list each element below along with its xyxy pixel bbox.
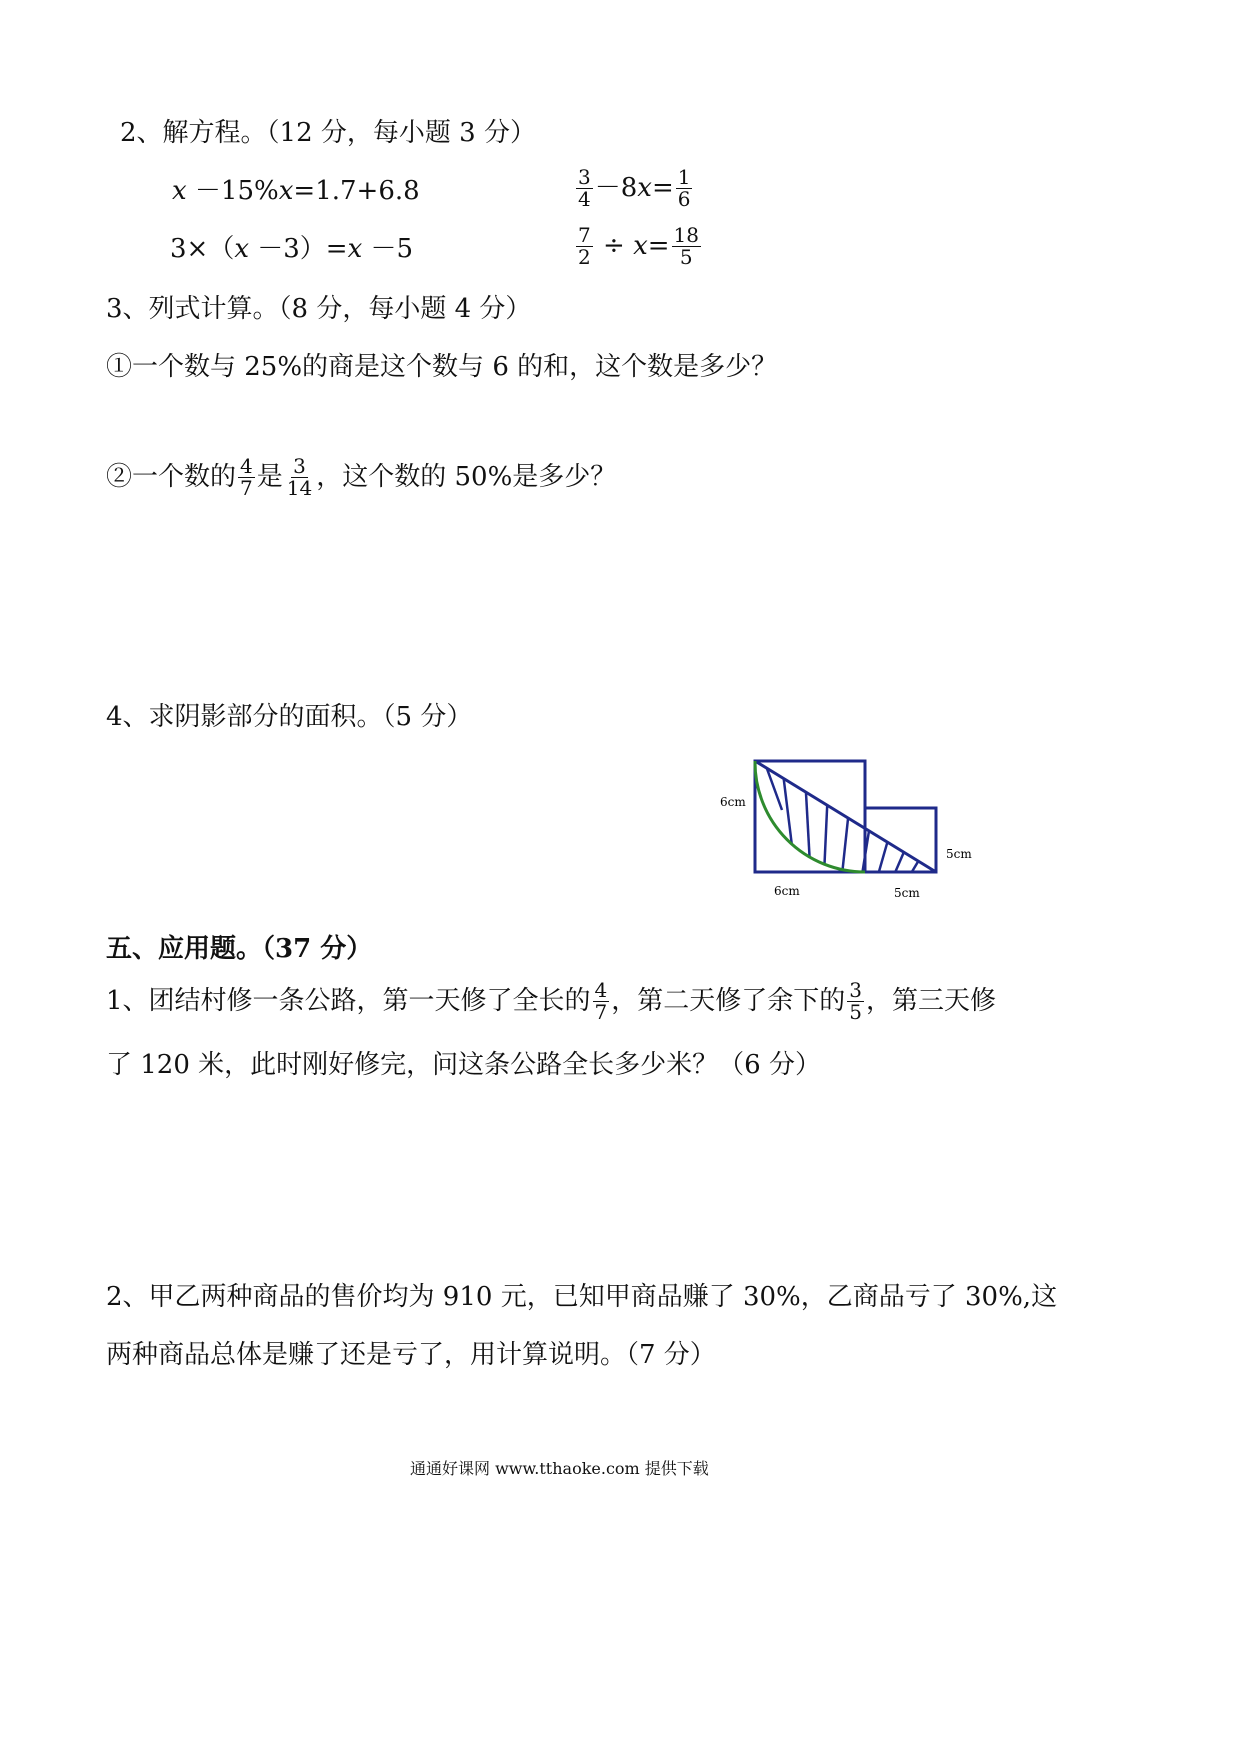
equation-4 (574, 225, 703, 268)
app-q2-line2: 两种商品总体是赚了还是亏了，用计算说明。（7 分） (106, 1340, 716, 1370)
eq-part: －15% (186, 176, 279, 206)
label-bottom-left: 6cm (774, 884, 800, 898)
text-part: ，第二天修了余下的 (611, 985, 846, 1016)
numerator: 7 (578, 223, 591, 247)
label-bottom-right: 5cm (894, 886, 920, 900)
var-x: x (347, 234, 363, 264)
var-x: x (234, 234, 249, 264)
var-x: x (633, 230, 648, 261)
denominator: 14 (286, 476, 313, 500)
denominator: 2 (578, 245, 591, 269)
denominator: 6 (677, 187, 691, 211)
q4-heading: 4、求阴影部分的面积。（5 分） (106, 702, 473, 732)
numerator: 3 (849, 978, 863, 1002)
label-right-side: 5cm (946, 847, 972, 861)
eq-part: = (651, 172, 674, 203)
section5-heading: 五、应用题。（37 分） (106, 934, 373, 964)
fraction (593, 980, 610, 1023)
q3-heading: 3、列式计算。（8 分，每小题 4 分） (106, 294, 532, 324)
q2-heading: 2、解方程。（12 分，每小题 3 分） (120, 118, 536, 148)
fraction (285, 456, 314, 499)
denominator: 7 (594, 1000, 608, 1024)
eq-part: =1.7+6.8 (293, 176, 420, 206)
text-part: ②一个数的 (106, 461, 237, 492)
numerator: 1 (677, 165, 691, 189)
denominator: 5 (849, 1000, 863, 1024)
app-q2-line1: 2、甲乙两种商品的售价均为 910 元，已知甲商品赚了 30%，乙商品亏了 30%,这 (106, 1282, 1058, 1312)
text-part: 1、团结村修一条公路，第一天修了全长的 (106, 985, 591, 1016)
numerator: 3 (578, 165, 591, 189)
eq-part: －8 (594, 172, 638, 203)
q3-problem-2 (106, 456, 616, 499)
app-q1-line1 (106, 980, 996, 1023)
equation-3 (170, 234, 413, 265)
equation-2 (574, 167, 694, 210)
label-left-side: 6cm (720, 795, 746, 809)
eq-part: －3）= (249, 234, 348, 264)
denominator: 7 (240, 476, 253, 500)
eq-part: －5 (362, 234, 414, 264)
eq-part: = (647, 230, 670, 261)
fraction (676, 167, 693, 210)
app-q1-line2: 了 120 米，此时刚好修完，问这条公路全长多少米？（6 分） (106, 1050, 821, 1080)
fraction (576, 167, 593, 210)
var-x: x (637, 172, 652, 203)
denominator: 5 (679, 245, 693, 269)
diagonal-line (755, 761, 936, 872)
eq-part: 3×（ (170, 234, 235, 264)
text-part: ，这个数的 50%是多少？ (316, 461, 617, 492)
numerator: 4 (594, 978, 608, 1002)
fraction (238, 456, 255, 499)
shaded-area-figure (700, 750, 1000, 910)
numerator: 3 (293, 454, 306, 478)
var-x: x (172, 176, 187, 206)
fraction (847, 980, 864, 1023)
numerator: 18 (673, 223, 699, 247)
equation-1 (172, 176, 420, 207)
q3-problem-1: ①一个数与 25%的商是这个数与 6 的和，这个数是多少？ (106, 352, 778, 382)
numerator: 4 (240, 454, 253, 478)
text-part: ，第三天修 (866, 985, 997, 1016)
eq-part: ÷ (594, 230, 634, 261)
denominator: 4 (578, 187, 591, 211)
text-part: 是 (256, 461, 283, 492)
var-x: x (278, 176, 294, 206)
fraction (576, 225, 593, 268)
footer-source: 通通好课网 www.tthaoke.com 提供下载 (410, 1459, 709, 1478)
fraction (672, 225, 701, 268)
